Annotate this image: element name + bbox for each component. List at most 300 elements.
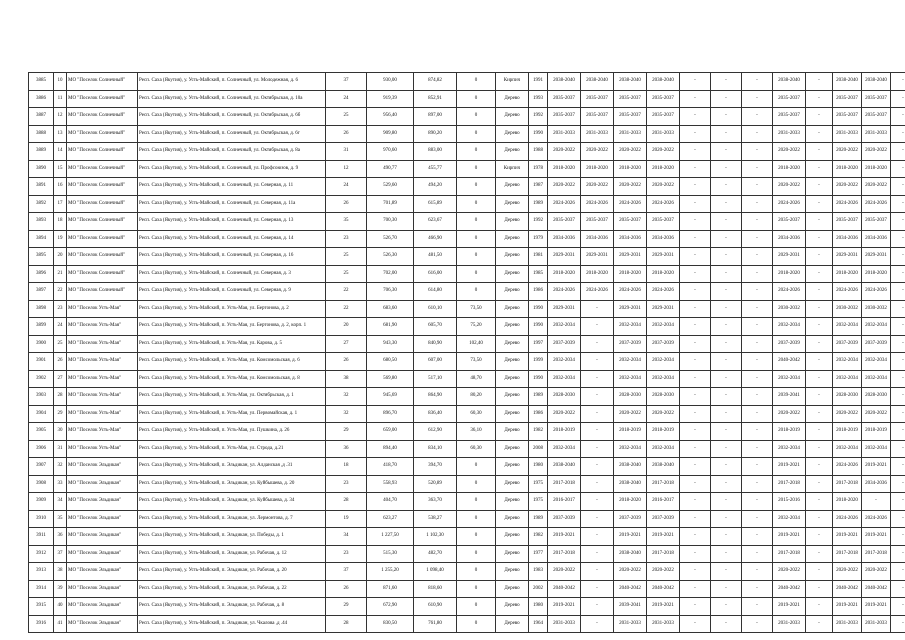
cell-row-id: 3916 (29, 615, 54, 633)
cell-period-6: - (711, 545, 742, 563)
cell-period-4: 2018-2020 (647, 265, 680, 283)
cell-period-2: - (581, 423, 614, 441)
cell-period-7: - (742, 265, 773, 283)
cell-year-built: 2002 (529, 580, 548, 598)
cell-living-area: 482,70 (414, 545, 457, 563)
cell-address: Респ. Саха (Якутия), у. Усть-Майский, п. Усть-Мая, ул. Бертонова, д. 2, корп. 1 (138, 318, 326, 336)
cell-total-area: 871,60 (367, 580, 414, 598)
cell-period-7: - (742, 90, 773, 108)
cell-period-3: 2038-2040 (614, 475, 647, 493)
cell-wall-material: Дерево (496, 108, 529, 126)
cell-period-8: 2019-2021 (773, 598, 806, 616)
cell-period-6: - (711, 213, 742, 231)
cell-period-7: - (742, 248, 773, 266)
cell-period-3: 2038-2040 (614, 73, 647, 91)
cell-year-built: 1986 (529, 405, 548, 423)
cell-living-area: 874,82 (414, 73, 457, 91)
table-row (29, 73, 905, 91)
cell-wall-material: Дерево (496, 178, 529, 196)
cell-row-id: 3899 (29, 318, 54, 336)
cell-period-10: 2020-2022 (833, 178, 862, 196)
cell-total-area: 896,70 (367, 405, 414, 423)
cell-row-number: 30 (54, 423, 67, 441)
cell-living-area: 1 102,30 (414, 528, 457, 546)
cell-municipality: МО "Поселок Эльдикан" (67, 458, 138, 476)
cell-period-2: 2035-2037 (581, 90, 614, 108)
cell-period-7: - (742, 125, 773, 143)
cell-period-5: - (680, 300, 711, 318)
cell-row-id: 3910 (29, 510, 54, 528)
cell-period-7: - (742, 510, 773, 528)
cell-municipality: МО "Поселок Солнечный" (67, 160, 138, 178)
cell-period-10: 2034-2036 (833, 230, 862, 248)
cell-address: Респ. Саха (Якутия), у. Усть-Майский, п. Солнечный, ул. Северная, д. 11 (138, 178, 326, 196)
cell-period-6: - (711, 300, 742, 318)
cell-apartments: 22 (326, 300, 367, 318)
cell-wall-material: Дерево (496, 370, 529, 388)
cell-total-area: 526,30 (367, 248, 414, 266)
table-row (29, 563, 905, 581)
cell-living-area: 818,60 (414, 580, 457, 598)
cell-period-4: 2031-2033 (647, 615, 680, 633)
cell-period-11: 2034-2036 (862, 230, 891, 248)
cell-nonresidential-area: 0 (457, 213, 496, 231)
cell-period-12: - (891, 353, 905, 371)
table-row (29, 528, 905, 546)
cell-period-12: - (891, 335, 905, 353)
cell-wall-material: Дерево (496, 213, 529, 231)
table-row (29, 213, 905, 231)
cell-period-4: 2029-2031 (647, 300, 680, 318)
cell-period-12: - (891, 563, 905, 581)
cell-wall-material: Дерево (496, 598, 529, 616)
cell-period-9: - (806, 143, 833, 161)
cell-period-11: 2034-2036 (862, 475, 891, 493)
cell-period-9: - (806, 423, 833, 441)
cell-year-built: 1985 (529, 265, 548, 283)
cell-period-11: 2020-2022 (862, 563, 891, 581)
cell-period-8: 2018-2020 (773, 265, 806, 283)
cell-row-number: 20 (54, 248, 67, 266)
cell-period-3: 2020-2022 (614, 178, 647, 196)
cell-period-7: - (742, 73, 773, 91)
cell-municipality: МО "Поселок Эльдикан" (67, 615, 138, 633)
cell-row-id: 3893 (29, 213, 54, 231)
cell-period-7: - (742, 353, 773, 371)
cell-period-12: - (891, 545, 905, 563)
cell-period-1: 2024-2026 (548, 283, 581, 301)
cell-period-2: - (581, 545, 614, 563)
cell-address: Респ. Саха (Якутия), у. Усть-Майский, п. Солнечный, ул. Северная, д. 13 (138, 213, 326, 231)
cell-period-11: 2038-2040 (862, 73, 891, 91)
cell-year-built: 1977 (529, 545, 548, 563)
cell-wall-material: Дерево (496, 615, 529, 633)
cell-period-10: 2037-2039 (833, 335, 862, 353)
cell-period-1: 2029-2031 (548, 300, 581, 318)
table-row (29, 248, 905, 266)
cell-wall-material: Дерево (496, 248, 529, 266)
cell-row-id: 3890 (29, 160, 54, 178)
cell-year-built: 1990 (529, 300, 548, 318)
cell-total-area: 680,50 (367, 353, 414, 371)
cell-total-area: 909,80 (367, 125, 414, 143)
cell-period-3: 2038-2040 (614, 458, 647, 476)
cell-wall-material: Дерево (496, 563, 529, 581)
cell-year-built: 1978 (529, 160, 548, 178)
cell-period-12: - (891, 213, 905, 231)
cell-nonresidential-area: 0 (457, 510, 496, 528)
cell-row-number: 28 (54, 388, 67, 406)
cell-row-id: 3906 (29, 440, 54, 458)
cell-period-5: - (680, 510, 711, 528)
cell-nonresidential-area: 0 (457, 265, 496, 283)
cell-year-built: 1982 (529, 528, 548, 546)
cell-period-7: - (742, 230, 773, 248)
cell-period-2: - (581, 370, 614, 388)
cell-period-9: - (806, 615, 833, 633)
cell-year-built: 1980 (529, 458, 548, 476)
cell-period-6: - (711, 265, 742, 283)
cell-period-2: 2038-2040 (581, 73, 614, 91)
cell-total-area: 659,00 (367, 423, 414, 441)
cell-period-11: 2037-2039 (862, 335, 891, 353)
cell-period-6: - (711, 73, 742, 91)
cell-wall-material: Дерево (496, 283, 529, 301)
cell-apartments: 25 (326, 108, 367, 126)
cell-period-3: 2020-2022 (614, 405, 647, 423)
cell-apartments: 22 (326, 283, 367, 301)
cell-period-4: 2037-2039 (647, 510, 680, 528)
table-row (29, 353, 905, 371)
cell-wall-material: Дерево (496, 335, 529, 353)
cell-period-11: 2020-2022 (862, 178, 891, 196)
cell-row-id: 3900 (29, 335, 54, 353)
cell-row-number: 24 (54, 318, 67, 336)
cell-period-9: - (806, 440, 833, 458)
table-row (29, 493, 905, 511)
cell-period-8: 2020-2022 (773, 563, 806, 581)
cell-period-12: - (891, 370, 905, 388)
cell-period-1: 2035-2037 (548, 213, 581, 231)
cell-municipality: МО "Поселок Солнечный" (67, 178, 138, 196)
cell-municipality: МО "Поселок Эльдикан" (67, 493, 138, 511)
cell-period-5: - (680, 528, 711, 546)
cell-period-5: - (680, 440, 711, 458)
cell-total-area: 1 227,50 (367, 528, 414, 546)
cell-row-id: 3897 (29, 283, 54, 301)
cell-municipality: МО "Поселок Эльдикан" (67, 563, 138, 581)
cell-period-3: 2029-2031 (614, 248, 647, 266)
table-row (29, 90, 905, 108)
cell-period-8: 2024-2026 (773, 283, 806, 301)
cell-period-10: 2019-2021 (833, 528, 862, 546)
cell-period-6: - (711, 335, 742, 353)
cell-address: Респ. Саха (Якутия), у. Усть-Майский, п. Солнечный, ул. Северная, д. 3 (138, 265, 326, 283)
cell-year-built: 1979 (529, 230, 548, 248)
cell-row-id: 3911 (29, 528, 54, 546)
cell-living-area: 864,90 (414, 388, 457, 406)
table-row (29, 335, 905, 353)
cell-period-9: - (806, 213, 833, 231)
table-row (29, 458, 905, 476)
cell-period-4: 2016-2017 (647, 493, 680, 511)
cell-living-area: 836,40 (414, 405, 457, 423)
cell-period-3: 2032-2034 (614, 440, 647, 458)
cell-period-9: - (806, 528, 833, 546)
cell-period-6: - (711, 493, 742, 511)
cell-total-area: 569,80 (367, 370, 414, 388)
cell-address: Респ. Саха (Якутия), у. Усть-Майский, п. Усть-Мая, ул. Первомайская, д. 1 (138, 405, 326, 423)
cell-municipality: МО "Поселок Солнечный" (67, 283, 138, 301)
cell-period-5: - (680, 318, 711, 336)
cell-period-5: - (680, 73, 711, 91)
cell-period-6: - (711, 370, 742, 388)
cell-living-area: 455,77 (414, 160, 457, 178)
cell-nonresidential-area: 0 (457, 108, 496, 126)
cell-nonresidential-area: 48,70 (457, 370, 496, 388)
cell-row-number: 25 (54, 335, 67, 353)
cell-living-area: 363,70 (414, 493, 457, 511)
cell-row-number: 37 (54, 545, 67, 563)
cell-period-8: 2035-2037 (773, 108, 806, 126)
cell-period-5: - (680, 405, 711, 423)
cell-row-number: 13 (54, 125, 67, 143)
cell-municipality: МО "Поселок Солнечный" (67, 230, 138, 248)
cell-period-1: 2032-2034 (548, 353, 581, 371)
cell-year-built: 1990 (529, 370, 548, 388)
cell-period-8: 2015-2016 (773, 493, 806, 511)
cell-period-7: - (742, 580, 773, 598)
cell-period-7: - (742, 493, 773, 511)
cell-row-id: 3887 (29, 108, 54, 126)
table-row (29, 230, 905, 248)
cell-period-2: - (581, 353, 614, 371)
cell-address: Респ. Саха (Якутия), у. Усть-Майский, п. Эльдикан, ул. Рабочая, д. 12 (138, 545, 326, 563)
cell-period-6: - (711, 458, 742, 476)
cell-total-area: 418,70 (367, 458, 414, 476)
cell-municipality: МО "Поселок Эльдикан" (67, 545, 138, 563)
cell-period-9: - (806, 545, 833, 563)
cell-period-3: 2037-2039 (614, 510, 647, 528)
cell-period-7: - (742, 195, 773, 213)
cell-period-11: 2018-2019 (862, 423, 891, 441)
cell-period-8: 2040-2042 (773, 353, 806, 371)
cell-period-9: - (806, 73, 833, 91)
table-row (29, 440, 905, 458)
table-row (29, 178, 905, 196)
cell-period-3: 2031-2033 (614, 125, 647, 143)
cell-period-7: - (742, 528, 773, 546)
cell-period-11: 2040-2042 (862, 580, 891, 598)
cell-period-2: - (581, 335, 614, 353)
cell-period-6: - (711, 423, 742, 441)
cell-wall-material: Дерево (496, 318, 529, 336)
cell-period-4: 2024-2026 (647, 283, 680, 301)
cell-apartments: 34 (326, 528, 367, 546)
cell-row-id: 3903 (29, 388, 54, 406)
cell-period-4: 2019-2021 (647, 528, 680, 546)
cell-period-11: 2024-2026 (862, 195, 891, 213)
cell-period-8: 2018-2020 (773, 160, 806, 178)
cell-municipality: МО "Поселок Усть-Мая" (67, 405, 138, 423)
cell-period-1: 2037-2039 (548, 510, 581, 528)
cell-period-5: - (680, 213, 711, 231)
cell-row-number: 16 (54, 178, 67, 196)
cell-period-5: - (680, 125, 711, 143)
cell-wall-material: Дерево (496, 493, 529, 511)
cell-period-9: - (806, 458, 833, 476)
cell-period-12: - (891, 388, 905, 406)
cell-period-11: 2024-2026 (862, 510, 891, 528)
cell-period-9: - (806, 563, 833, 581)
cell-period-11: 2030-2032 (862, 300, 891, 318)
cell-period-10: 2018-2019 (833, 423, 862, 441)
cell-period-3: 2018-2020 (614, 160, 647, 178)
cell-period-9: - (806, 125, 833, 143)
cell-row-number: 41 (54, 615, 67, 633)
cell-apartments: 35 (326, 213, 367, 231)
table-row (29, 143, 905, 161)
cell-period-5: - (680, 353, 711, 371)
cell-period-12: - (891, 318, 905, 336)
cell-total-area: 681,90 (367, 318, 414, 336)
cell-period-1: 2019-2021 (548, 598, 581, 616)
cell-year-built: 2008 (529, 440, 548, 458)
cell-apartments: 28 (326, 615, 367, 633)
cell-period-3: 2019-2021 (614, 528, 647, 546)
cell-period-5: - (680, 283, 711, 301)
cell-period-3: 2032-2034 (614, 318, 647, 336)
cell-period-1: 2035-2037 (548, 108, 581, 126)
cell-total-area: 700,30 (367, 213, 414, 231)
cell-apartments: 26 (326, 353, 367, 371)
cell-address: Респ. Саха (Якутия), у. Усть-Майский, п. Эльдикан, ул. Лермонтова, д. 7 (138, 510, 326, 528)
cell-period-6: - (711, 195, 742, 213)
cell-period-9: - (806, 283, 833, 301)
cell-period-10: 2029-2031 (833, 248, 862, 266)
cell-row-number: 15 (54, 160, 67, 178)
cell-total-area: 956,40 (367, 108, 414, 126)
cell-period-11: - (862, 493, 891, 511)
cell-living-area: 614,80 (414, 283, 457, 301)
cell-total-area: 943,30 (367, 335, 414, 353)
cell-row-id: 3885 (29, 73, 54, 91)
cell-address: Респ. Саха (Якутия), у. Усть-Майский, п. Эльдикан, ул. Рабочая, д. 20 (138, 563, 326, 581)
cell-apartments: 26 (326, 580, 367, 598)
cell-apartments: 25 (326, 265, 367, 283)
cell-period-9: - (806, 510, 833, 528)
cell-period-4: 2035-2037 (647, 213, 680, 231)
cell-period-6: - (711, 405, 742, 423)
cell-living-area: 897,00 (414, 108, 457, 126)
cell-period-11: 2028-2030 (862, 388, 891, 406)
cell-period-4: 2020-2022 (647, 405, 680, 423)
cell-period-8: 2031-2033 (773, 125, 806, 143)
cell-year-built: 1992 (529, 108, 548, 126)
cell-period-3: 2020-2022 (614, 563, 647, 581)
cell-nonresidential-area: 0 (457, 160, 496, 178)
cell-period-4: 2032-2034 (647, 318, 680, 336)
cell-period-5: - (680, 598, 711, 616)
cell-nonresidential-area: 0 (457, 563, 496, 581)
cell-row-number: 34 (54, 493, 67, 511)
cell-living-area: 616,00 (414, 265, 457, 283)
cell-apartments: 31 (326, 143, 367, 161)
cell-row-number: 29 (54, 405, 67, 423)
cell-year-built: 1997 (529, 335, 548, 353)
cell-period-9: - (806, 598, 833, 616)
cell-period-4: 2018-2019 (647, 423, 680, 441)
cell-row-id: 3914 (29, 580, 54, 598)
cell-living-area: 466,90 (414, 230, 457, 248)
cell-nonresidential-area: 0 (457, 143, 496, 161)
cell-living-area: 494,20 (414, 178, 457, 196)
cell-row-id: 3901 (29, 353, 54, 371)
cell-period-10: 2035-2037 (833, 213, 862, 231)
cell-nonresidential-area: 73,50 (457, 300, 496, 318)
cell-period-1: 2038-2040 (548, 458, 581, 476)
cell-period-4: 2029-2031 (647, 248, 680, 266)
cell-living-area: 883,00 (414, 143, 457, 161)
cell-period-12: - (891, 510, 905, 528)
cell-total-area: 830,50 (367, 615, 414, 633)
cell-municipality: МО "Поселок Эльдикан" (67, 510, 138, 528)
cell-period-5: - (680, 475, 711, 493)
cell-living-area: 520,89 (414, 475, 457, 493)
cell-period-2: 2024-2026 (581, 195, 614, 213)
cell-period-12: - (891, 580, 905, 598)
cell-total-area: 490,77 (367, 160, 414, 178)
cell-period-1: 2016-2017 (548, 493, 581, 511)
cell-total-area: 894,40 (367, 440, 414, 458)
cell-address: Респ. Саха (Якутия), у. Усть-Майский, п. Усть-Мая, ул. Строда, д.21 (138, 440, 326, 458)
cell-apartments: 29 (326, 598, 367, 616)
cell-period-10: 2020-2022 (833, 563, 862, 581)
cell-period-4: 2038-2040 (647, 458, 680, 476)
cell-year-built: 1989 (529, 510, 548, 528)
cell-year-built: 1982 (529, 423, 548, 441)
cell-period-7: - (742, 300, 773, 318)
cell-period-9: - (806, 370, 833, 388)
cell-wall-material: Дерево (496, 440, 529, 458)
cell-period-3: 2029-2031 (614, 300, 647, 318)
cell-period-2: - (581, 388, 614, 406)
cell-period-12: - (891, 475, 905, 493)
cell-address: Респ. Саха (Якутия), у. Усть-Майский, п. Усть-Мая, ул. Октябрьская, д. 1 (138, 388, 326, 406)
cell-row-number: 38 (54, 563, 67, 581)
cell-total-area: 930,00 (367, 73, 414, 91)
cell-total-area: 701,89 (367, 195, 414, 213)
cell-period-9: - (806, 178, 833, 196)
cell-period-11: 2031-2033 (862, 125, 891, 143)
cell-row-number: 23 (54, 300, 67, 318)
cell-period-8: 2032-2034 (773, 510, 806, 528)
cell-period-2: 2020-2022 (581, 178, 614, 196)
cell-period-3: 2034-2036 (614, 230, 647, 248)
cell-period-8: 2020-2022 (773, 405, 806, 423)
cell-period-6: - (711, 388, 742, 406)
cell-period-2: 2031-2033 (581, 125, 614, 143)
cell-period-5: - (680, 160, 711, 178)
cell-period-8: 2017-2018 (773, 475, 806, 493)
cell-period-3: 2031-2033 (614, 615, 647, 633)
cell-period-9: - (806, 580, 833, 598)
cell-nonresidential-area: 60,30 (457, 440, 496, 458)
cell-period-7: - (742, 160, 773, 178)
cell-row-number: 14 (54, 143, 67, 161)
cell-nonresidential-area: 0 (457, 230, 496, 248)
cell-wall-material: Дерево (496, 195, 529, 213)
